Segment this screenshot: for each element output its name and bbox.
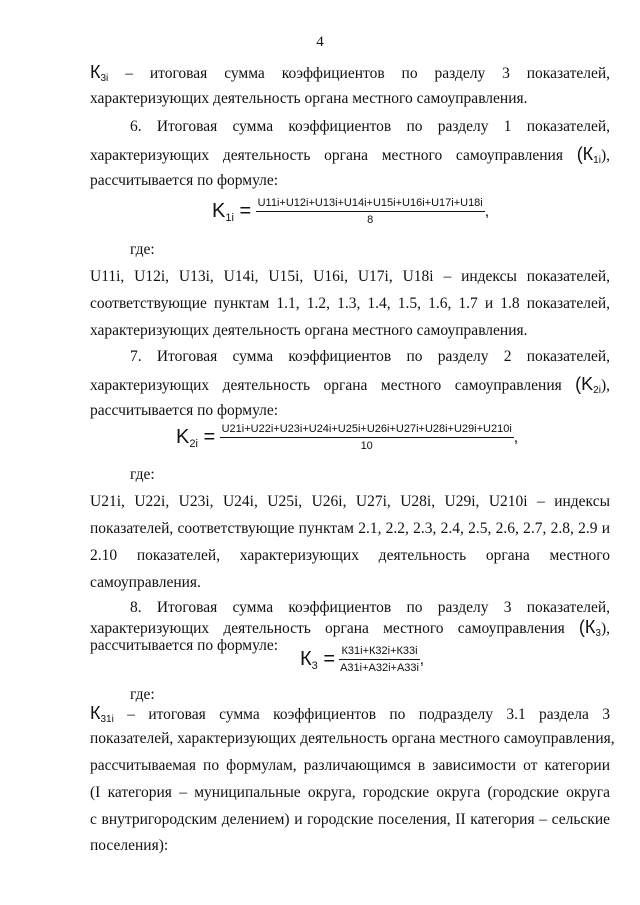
formula1-lhs: K [212,199,226,222]
formula3-comma: , [419,650,425,668]
k3-close: ), [600,620,610,637]
section6-line2 [90,144,610,171]
indices1-line2: соответствующие пунктам 1.1, 1.2, 1.3, 1.4, 1.5, 1.6, 1.7 и 1.8 показателей, [90,295,610,312]
section6-line1: 6. Итоговая сумма коэффициентов по разделу 1 показателей, [130,118,610,135]
where-label-1: где: [130,241,155,258]
k3i-intro-line2: характеризующих деятельность органа местного самоуправления. [90,90,528,107]
formula1-fraction [256,197,485,226]
k2i-symbol: (K [575,374,594,394]
section7-text: характеризующих деятельность органа местного самоуправления [90,377,562,394]
page-number: 4 [316,34,324,50]
k3i-symbol: К [90,62,101,82]
k31i-subscript: 31i [100,714,114,725]
k1i-symbol: (К [576,144,594,164]
k31i-symbol: К [90,703,101,723]
k3-symbol: (К [578,617,596,637]
formula1-lhs-sub: 1i [225,211,234,224]
formula-k2i [176,423,518,452]
formula3-lhs-sub: 3 [311,659,318,672]
section8-line3: рассчитывается по формуле: [90,637,279,654]
formula1-comma: , [484,202,490,220]
formula1-equals: = [239,199,252,222]
k2i-close: ), [600,377,610,394]
formula-k1i [212,197,489,226]
formula1-numerator: U11i+U12i+U13i+U14i+U15i+U16i+U17i+U18i [256,197,485,212]
k3i-intro-text: – итоговая сумма коэффициентов по разделу 3 показателей, [125,65,611,82]
k3i-intro-line [90,62,610,89]
formula3-lhs: К [300,647,312,670]
k31i-line5: с внутригородским делением) и городские поселения, II категория – сельские [90,811,610,828]
formula3-fraction [339,645,419,674]
formula2-numerator: U21i+U22i+U23i+U24i+U25i+U26i+U27i+U28i+U29i+U210i [220,423,514,438]
indices2-line2: показателей, соответствующие пунктам 2.1, 2.2, 2.3, 2.4, 2.5, 2.6, 2.7, 2.8, 2.9 и [90,520,610,537]
k3-subscript: 3 [595,628,601,639]
section6-line3: рассчитывается по формуле: [90,172,279,189]
formula3-denominator: А31i+А32i+А33i [340,662,419,674]
indices1-line3: характеризующих деятельность органа местного самоуправления. [90,322,528,339]
indices2-line4: самоуправления. [90,574,201,591]
indices2-line1: U21i, U22i, U23i, U24i, U25i, U26i, U27i, U28i, U29i, U210i – индексы [90,493,610,510]
formula3-numerator: К31i+К32i+К33i [339,645,419,660]
formula2-lhs-sub: 2i [189,437,198,450]
where-label-2: где: [130,466,155,483]
where-label-3: где: [130,686,155,703]
k1i-close: ), [600,147,611,164]
formula2-equals: = [203,425,216,448]
k31i-line4: (I категория – муниципальные округа, городские округа (городские округа [90,784,610,801]
section8-line1: 8. Итоговая сумма коэффициентов по разделу 3 показателей, [130,599,610,616]
k31i-line6: поселения): [90,837,169,854]
section8-text: характеризующих деятельность органа местного самоуправления [90,620,565,637]
formula2-fraction [220,423,514,452]
section7-line1: 7. Итоговая сумма коэффициентов по разделу 2 показателей, [130,348,610,365]
formula3-equals: = [323,647,336,670]
k31i-line1 [90,703,610,730]
formula1-denominator: 8 [367,214,374,226]
k3i-subscript: 3i [100,73,109,84]
k2i-subscript: 2i [593,385,601,396]
section7-line2 [90,374,610,401]
formula2-lhs: K [176,425,190,448]
formula-k3 [300,645,424,674]
k1i-subscript: 1i [593,155,601,166]
formula2-denominator: 10 [360,440,373,452]
indices2-line3: 2.10 показателей, характеризующих деятельность органа местного [90,547,610,564]
k31i-line2: показателей, характеризующих деятельность органа местного самоуправления, [90,730,615,747]
indices1-line1: U11i, U12i, U13i, U14i, U15i, U16i, U17i, U18i – индексы показателей, [90,268,610,285]
formula2-comma: , [513,428,519,446]
k31i-line3: рассчитываемая по формулам, различающимся в зависимости от категории [90,757,610,774]
section6-text: характеризующих деятельность органа местного самоуправления [90,147,563,164]
section7-line3: рассчитывается по формуле: [90,402,279,419]
k31i-text: – итоговая сумма коэффициентов по подразделу 3.1 раздела 3 [127,706,610,723]
